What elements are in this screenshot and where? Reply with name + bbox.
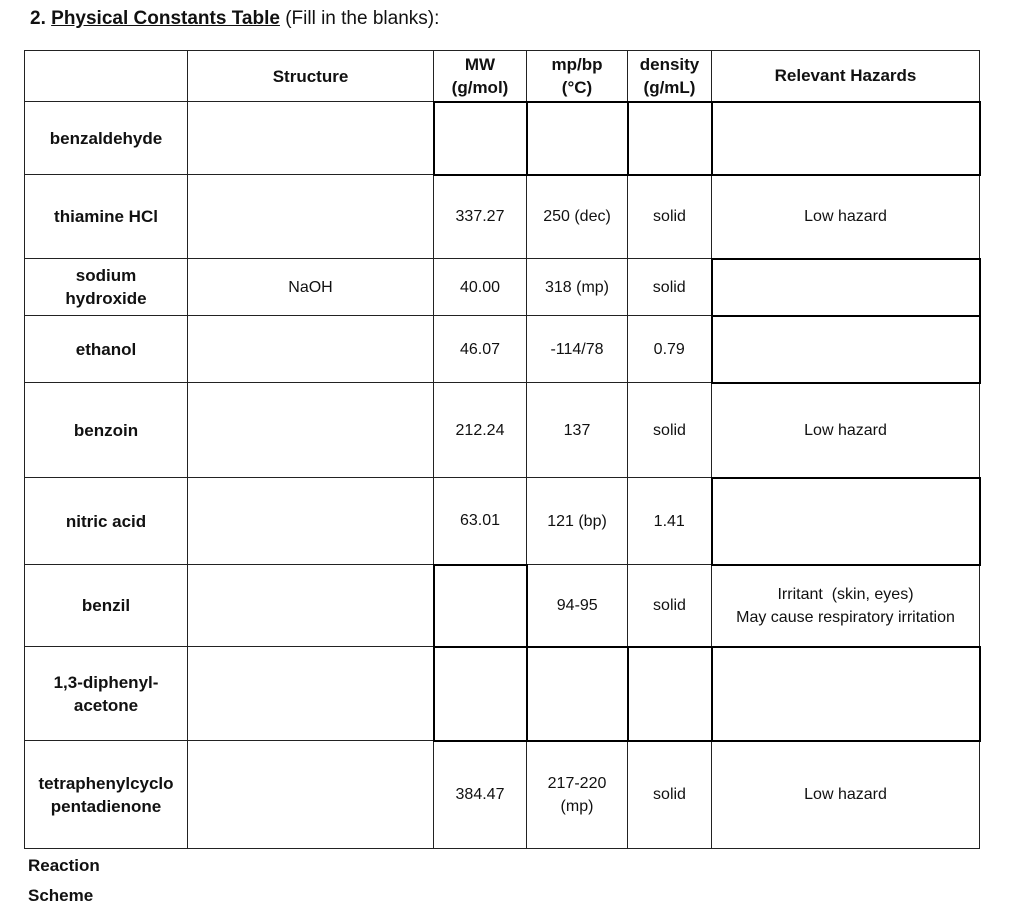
compound-name (25, 647, 188, 741)
compound-name (25, 102, 188, 175)
hazard-cell[interactable] (712, 647, 980, 741)
hazard-cell[interactable] (712, 478, 980, 565)
hazard-cell[interactable] (712, 102, 980, 175)
mw-cell: 40.00 (434, 259, 527, 316)
hazard-cell (712, 565, 980, 647)
mpbp-cell: 137 (527, 383, 628, 478)
hazard-cell: Low hazard (712, 175, 980, 259)
density-cell: 0.79 (628, 316, 712, 383)
structure-cell[interactable] (188, 316, 434, 383)
header-density (628, 51, 712, 102)
mw-cell[interactable] (434, 647, 527, 741)
compound-name-line2: acetone (73, 695, 139, 715)
mpbp-cell: -114/78 (527, 316, 628, 383)
compound-name (25, 259, 188, 316)
header-mw-line1: MW (464, 54, 496, 74)
table-row (25, 175, 980, 259)
density-cell: 1.41 (628, 478, 712, 565)
density-cell[interactable] (628, 647, 712, 741)
compound-name-line1: sodium (75, 266, 137, 285)
header-hazards: Relevant Hazards (712, 51, 980, 102)
hazard-cell: Low hazard (712, 383, 980, 478)
table-row (25, 565, 980, 647)
header-row (25, 51, 980, 102)
table-row (25, 316, 980, 383)
compound-name-line1: 1,3-diphenyl- (53, 672, 159, 692)
structure-cell[interactable] (188, 741, 434, 849)
density-cell: solid (628, 565, 712, 647)
header-mpbp (527, 51, 628, 102)
table-row (25, 741, 980, 849)
mw-cell[interactable] (434, 102, 527, 175)
section-title (30, 8, 439, 30)
compound-name (25, 478, 188, 565)
header-structure: Structure (188, 51, 434, 102)
table-title: Physical Constants Table (51, 8, 280, 29)
compound-name (25, 175, 188, 259)
density-cell: solid (628, 175, 712, 259)
next-section-heading-cutoff: Reaction Scheme (28, 856, 100, 905)
density-cell: solid (628, 259, 712, 316)
hazard-cell: Low hazard (712, 741, 980, 849)
table-row (25, 383, 980, 478)
table-row (25, 478, 980, 565)
header-compound (25, 51, 188, 102)
physical-constants-table (24, 50, 981, 849)
header-mpbp-line1: mp/bp (551, 54, 603, 74)
mpbp-cell[interactable] (527, 647, 628, 741)
table-row (25, 647, 980, 741)
hazard-cell[interactable] (712, 259, 980, 316)
mw-cell: 337.27 (434, 175, 527, 259)
title-hint: (Fill in the blanks): (285, 8, 440, 29)
compound-name (25, 741, 188, 849)
mpbp-cell (527, 741, 628, 849)
mpbp-line2: (mp) (560, 797, 594, 815)
density-cell: solid (628, 383, 712, 478)
structure-cell: NaOH (188, 259, 434, 316)
structure-cell[interactable] (188, 383, 434, 478)
compound-name-line2: hydroxide (65, 289, 147, 308)
compound-name-line1: benzoin (73, 420, 139, 440)
compound-name (25, 383, 188, 478)
structure-cell[interactable] (188, 647, 434, 741)
hazard-line1: Irritant (skin, eyes) (777, 585, 914, 603)
header-mw (434, 51, 527, 102)
mpbp-cell: 121 (bp) (527, 478, 628, 565)
compound-name (25, 316, 188, 383)
header-mpbp-line2: (°C) (561, 77, 593, 97)
mw-cell: 46.07 (434, 316, 527, 383)
structure-cell[interactable] (188, 478, 434, 565)
compound-name-line1: tetraphenylcyclo (38, 773, 174, 793)
hazard-line2: May cause respiratory irritation (736, 608, 955, 626)
mw-cell: 212.24 (434, 383, 527, 478)
mw-cell[interactable] (434, 565, 527, 647)
compound-name-line2: pentadienone (50, 796, 162, 816)
mpbp-cell: 94-95 (527, 565, 628, 647)
structure-cell[interactable] (188, 175, 434, 259)
compound-name-line1: benzil (81, 596, 131, 615)
mpbp-cell: 318 (mp) (527, 259, 628, 316)
density-cell: solid (628, 741, 712, 849)
section-number: 2. (30, 8, 46, 29)
mw-cell: 384.47 (434, 741, 527, 849)
mpbp-cell: 250 (dec) (527, 175, 628, 259)
table-row (25, 102, 980, 175)
compound-name-line1: thiamine HCl (54, 207, 158, 226)
compound-name-line1: nitric acid (65, 511, 147, 531)
table-row (25, 259, 980, 316)
structure-cell[interactable] (188, 565, 434, 647)
header-density-line2: (g/mL) (643, 77, 696, 97)
compound-name (25, 565, 188, 647)
header-mw-line2: (g/mol) (451, 77, 509, 97)
structure-cell[interactable] (188, 102, 434, 175)
density-cell[interactable] (628, 102, 712, 175)
mpbp-cell[interactable] (527, 102, 628, 175)
header-density-line1: density (639, 54, 700, 74)
mpbp-line1: 217-220 (547, 774, 607, 792)
compound-name-line1: benzaldehyde (49, 128, 163, 148)
compound-name-line1: ethanol (75, 339, 137, 359)
hazard-cell[interactable] (712, 316, 980, 383)
mw-cell: 63.01 (434, 478, 527, 565)
